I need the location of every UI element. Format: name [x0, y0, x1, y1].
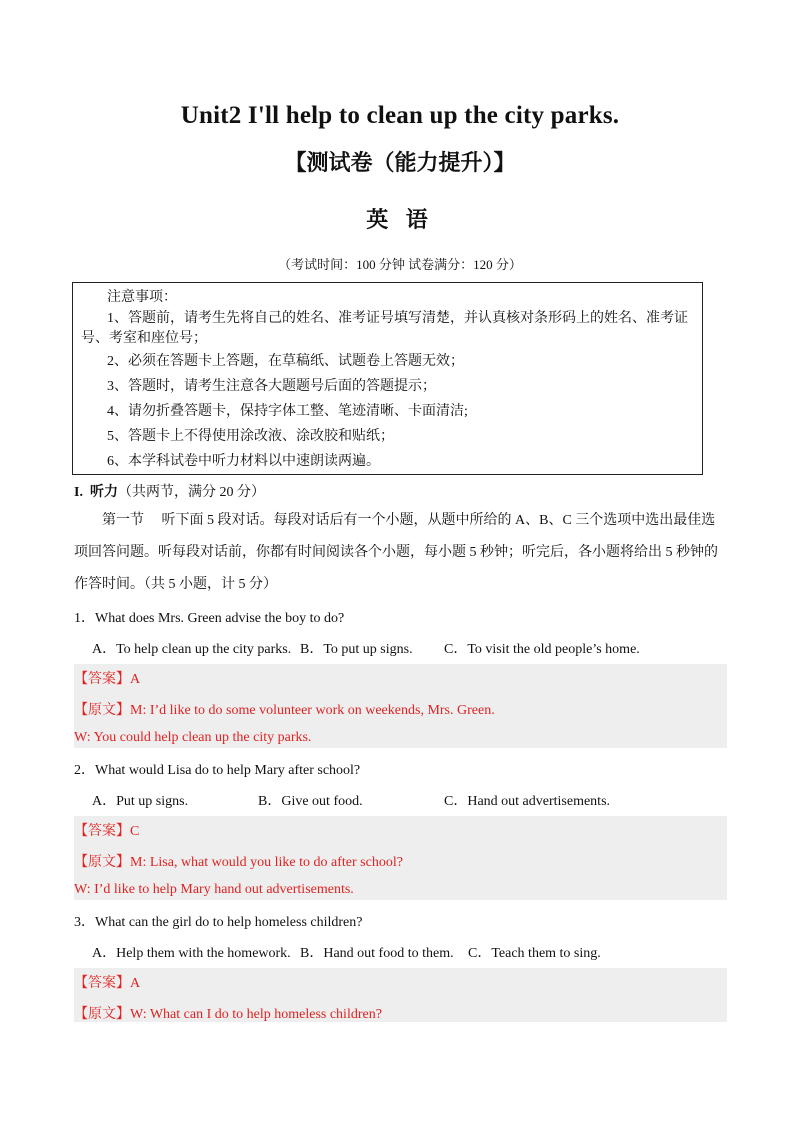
option-b: B．To put up signs. [300, 642, 413, 657]
transcript-line: 【原文】W: What can I do to help homeless children? [74, 1007, 382, 1022]
option-c: C．Hand out advertisements. [444, 794, 611, 809]
section-heading [74, 481, 265, 501]
option-c: C．Teach them to sing. [468, 946, 601, 961]
transcript-line: 【原文】M: I’d like to do some volunteer work on weekends, Mrs. Green. [74, 703, 495, 718]
exam-info: （考试时间：100 分钟 试卷满分：120 分） [278, 257, 522, 272]
notice-item: 5、答题卡上不得使用涂改液、涂改胶和贴纸； [107, 429, 394, 444]
notice-item: 3、答题时，请考生注意各大题题号后面的答题提示； [107, 379, 436, 394]
option-c: C．To visit the old people’s home. [444, 642, 640, 657]
notice-item: 6、本学科试卷中听力材料以中速朗读两遍。 [107, 454, 380, 469]
section-name: 听力 [89, 485, 118, 500]
option-b: B．Hand out food to them. [300, 946, 454, 961]
notice-item: 2、必须在答题卡上答题，在草稿纸、试题卷上答题无效； [107, 354, 464, 369]
answer-label: 【答案】A [74, 976, 141, 991]
option-b: B．Give out food. [258, 794, 363, 809]
option-a: A．To help clean up the city parks. [92, 642, 292, 657]
section-note: （共两节，满分 20 分） [117, 485, 265, 500]
notice-item: 4、请勿折叠答题卡，保持字体工整、笔迹清晰、卡面清洁; [107, 404, 468, 419]
transcript-line: 【原文】M: Lisa, what would you like to do after school? [74, 855, 403, 870]
transcript-line: W: I’d like to help Mary hand out advertisements. [74, 882, 354, 897]
subject-heading: 英 语 [366, 207, 434, 232]
question-stem: 3．What can the girl do to help homeless children? [74, 915, 363, 930]
question-stem: 2．What would Lisa do to help Mary after school? [74, 763, 361, 778]
notice-box [72, 282, 703, 475]
notice-heading: 注意事项： [107, 290, 177, 305]
question-stem: 1．What does Mrs. Green advise the boy to do? [74, 611, 345, 626]
document-subtitle: 【测试卷（能力提升）】 [284, 150, 516, 175]
answer-label: 【答案】C [74, 824, 140, 839]
document-title: Unit2 I'll help to clean up the city parks. [180, 102, 620, 129]
section-intro: 第一节 听下面 5 段对话。每段对话后有一个小题，从题中所给的 A、B、C 三个选项中选出最佳选项回答问题。听每段对话前，你都有时间阅读各个小题，每小题 5 秒钟；听完后，各小题将给出 5 秒钟的作答时间。（共 5 小题，计 5 分） [74, 513, 718, 592]
notice-item: 1、答题前，请考生先将自己的姓名、准考证号填写清楚，并认真核对条形码上的姓名、准考证号、考室和座位号； [81, 311, 688, 346]
option-a: A．Help them with the homework. [92, 946, 291, 961]
section-number: I. [74, 485, 83, 500]
answer-label: 【答案】A [74, 672, 141, 687]
transcript-line: W: You could help clean up the city parks. [74, 730, 312, 745]
option-a: A．Put up signs. [92, 794, 189, 809]
